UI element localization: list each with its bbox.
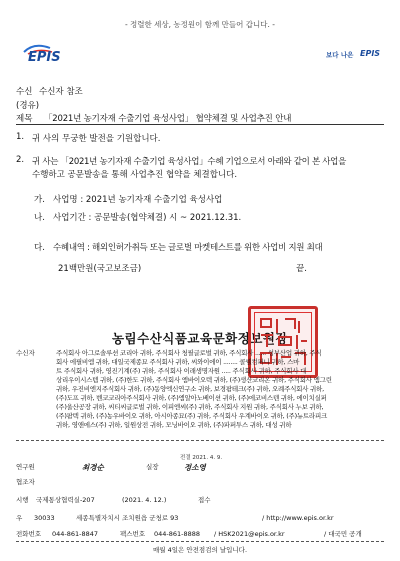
footer-text: 매월 4일은 안전점검의 날입니다. <box>152 546 248 554</box>
epis-logo-right <box>326 48 382 62</box>
receipt-label: 접수 <box>198 496 211 504</box>
item-2-text-cont: 수행하고 공문발송을 통해 사업추진 협약을 체결합니다. <box>32 170 238 180</box>
zip-code: 30033 <box>34 514 55 522</box>
recipients-label: 수신자 <box>16 349 35 357</box>
recipients-line: 트 주식회사 귀하, 영진기계(주) 귀하, 주식회사 이래생명자원 ..... 주식회사 귀하, 주식회사 대 <box>56 367 307 375</box>
zip-label: 우 <box>16 514 23 522</box>
item-2-text: 귀 사는 「2021년 농기자재 수출기업 육성사업」수혜 기업으로서 아래와 같이 본 사업을 <box>32 157 347 167</box>
disclosure-text: / 대국민 공개 <box>324 530 362 538</box>
footer-divider <box>16 541 384 542</box>
fax-number: 044-861-8888 <box>154 530 201 538</box>
end-mark: 끝. <box>296 264 307 274</box>
item-1-num: 1. <box>16 132 25 142</box>
homepage-link[interactable]: / http://www.epis.or.kr <box>262 514 334 522</box>
support-amount: 21백만원(국고보조금) <box>58 264 142 274</box>
subject-value: 「2021년 농기자재 수출기업 육성사업」 협약체결 및 사업추진 안내 <box>44 114 292 124</box>
document-number: 국제통상협력실-207 <box>36 496 95 504</box>
recipients-line: (주)울산공장 귀하, 씨티씨글로벌 귀하, 이피엔씨(주) 귀하, 주식회사 지원 귀하, 주식회사 누보 귀하, <box>56 403 324 411</box>
enforcement-label: 시행 <box>16 496 29 504</box>
drafter-label: 연구원 <box>16 463 35 471</box>
recipient-value: 수신자 참조 <box>39 87 83 97</box>
drafter-signature: 최경순 <box>82 463 104 472</box>
approval-divider-top <box>16 440 384 441</box>
slogan: - 정렬한 세상, 농정원이 함께 만들어 갑니다. - <box>124 20 276 29</box>
chief-label: 실장 <box>146 463 159 471</box>
recipients-line: 회사 에필비엠 귀하, 대일국제종묘 주식회사 귀하, 씨와이에이 ........ 콜웰컴퍼니 귀하, 스마 <box>56 358 300 366</box>
subject-label: 제목 <box>16 114 33 124</box>
issuer-name: 농림수산식품교육문화정보원장 <box>111 331 289 346</box>
phone-number: 044-861-8847 <box>52 530 99 538</box>
via-label: (경유) <box>16 101 40 111</box>
epis-logo-left <box>22 42 60 64</box>
item-2-num: 2. <box>16 155 25 165</box>
enforcement-date: (2021. 4. 12.) <box>122 496 167 504</box>
recipients-list <box>56 349 386 430</box>
logo-right-text: EPIS <box>360 49 381 58</box>
sub-item-c-num: 다. <box>34 243 45 253</box>
item-1-text: 귀 사의 무궁한 발전을 기원합니다. <box>32 134 161 144</box>
chief-approval-stamp: 전결 2021. 4. 9. <box>180 455 223 461</box>
chief-signature: 정소영 <box>184 463 206 472</box>
sub-item-b-num: 나. <box>34 213 45 223</box>
recipients-line: (주)팜텍 귀하, (주)농우바이오 귀하, 아시아종묘(주) 귀하, 주식회사 우계바이오 귀하, (주)뉴트라피크 <box>56 412 327 420</box>
recipient-label: 수신 <box>16 87 33 97</box>
email-link[interactable]: / HSK2021@epis.or.kr <box>214 530 285 538</box>
address-text: 세종특별자치시 조치원읍 군청로 93 <box>76 514 179 522</box>
cooperation-label: 협조자 <box>16 478 35 486</box>
logo-right-prefix: 보다 나은 <box>326 51 354 59</box>
subject-divider <box>16 124 384 125</box>
fax-label: 팩스번호 <box>120 530 146 538</box>
recipients-line: 주식회사 아그로솔루션 코리아 귀하, 주식회사 청필글로벌 귀하, 주식회사 ...... 성부산업 귀하, 주식 <box>56 349 322 357</box>
sub-item-a-text: 사업명 : 2021년 농기자재 수출기업 육성사업 <box>53 195 223 205</box>
recipients-line: 상리우이시스템 귀하, (주)한도 귀하, 주식회사 엠바이오텍 귀하, (주)생산코리온 귀하, 주식회사 엠그린 <box>56 376 332 384</box>
recipients-line: (주)도프 귀하, 벤코코리아주식회사 귀하, (주)엠알아노베이션 귀하, (주)에코비스텐 귀하, 에이치실퍼 <box>56 394 327 402</box>
sub-item-a-num: 가. <box>34 195 45 205</box>
sub-item-b-text: 사업기간 : 공문발송(협약체결) 시 ~ 2021.12.31. <box>53 213 242 223</box>
phone-label: 전화번호 <box>16 530 42 538</box>
recipients-line: 귀하, 영앤에스(주) 귀하, 일원상전 귀하, 모닝바이오 귀하, (주)파퍼투스 귀하, 대성 귀하 <box>56 421 292 429</box>
epis-logo-text: EPIS <box>28 50 61 65</box>
sub-item-c-text: 수혜내역 : 해외인허가취득 또는 글로벌 마켓테스트를 위한 사업비 지원 최대 <box>53 243 323 253</box>
recipients-line: 귀하, 우진비엔지주식회사 귀하, (주)동양엑신연구소 귀하, 보경팜테크(주) 귀하, 오례주식회사 귀하, <box>56 385 324 393</box>
